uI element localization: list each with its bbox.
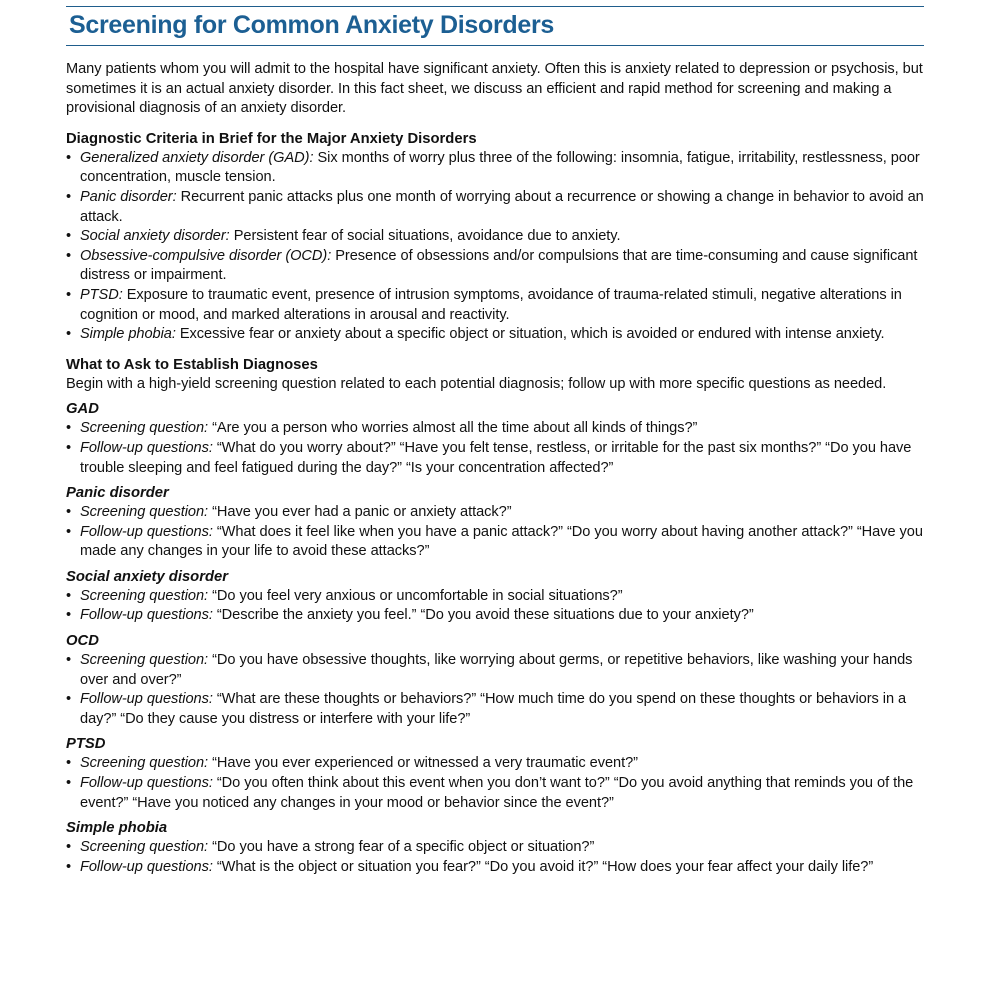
criteria-text: Persistent fear of social situations, avoidance due to anxiety. <box>229 228 621 245</box>
screening-label: Screening question: <box>80 839 209 856</box>
screening-question <box>66 419 924 439</box>
screening-text: “Have you ever experienced or witnessed a very traumatic event?” <box>212 755 638 772</box>
criteria-item-ocd <box>66 247 924 286</box>
criteria-text: Presence of obsessions and/or compulsions that are time-consuming and cause significant distress or impairment. <box>80 247 918 284</box>
disorder-block-ptsd <box>66 734 924 813</box>
bullet-icon: • <box>66 858 72 875</box>
followup-label: Follow-up questions: <box>80 439 213 456</box>
ask-section <box>66 355 924 878</box>
bullet-icon: • <box>66 188 72 205</box>
disorder-heading: Simple phobia <box>66 820 168 837</box>
followup-label: Follow-up questions: <box>80 858 213 875</box>
fact-sheet <box>66 6 924 877</box>
criteria-term: PTSD: <box>80 286 123 303</box>
question-list <box>66 419 924 478</box>
screening-question <box>66 587 924 607</box>
disorder-heading: OCD <box>66 633 99 650</box>
page-title: Screening for Common Anxiety Disorders <box>69 11 554 39</box>
followup-label: Follow-up questions: <box>80 607 213 624</box>
disorder-block-gad <box>66 399 924 478</box>
screening-text: “Do you have a strong fear of a specific object or situation?” <box>212 839 595 856</box>
question-list <box>66 838 924 877</box>
followup-text: “What does it feel like when you have a panic attack?” “Do you worry about having another attack?” “Have you made any changes in your life to avoid these attacks?” <box>80 523 923 560</box>
ask-heading: What to Ask to Establish Diagnoses <box>66 356 318 373</box>
screening-question <box>66 838 924 858</box>
disorder-block-phobia <box>66 818 924 877</box>
criteria-item-phobia <box>66 325 924 345</box>
bullet-icon: • <box>66 587 72 604</box>
followup-text: “What is the object or situation you fear?” “Do you avoid it?” “How does your fear affect your daily life?” <box>216 858 874 875</box>
criteria-term: Obsessive-compulsive disorder (OCD): <box>80 247 332 264</box>
screening-label: Screening question: <box>80 587 209 604</box>
screening-question <box>66 651 924 690</box>
screening-text: “Are you a person who worries almost all the time about all kinds of things?” <box>212 420 698 437</box>
followup-questions <box>66 606 924 626</box>
screening-question <box>66 754 924 774</box>
ask-intro: Begin with a high-yield screening question related to each potential diagnosis; follow up with more specific questions as needed. <box>66 375 887 392</box>
screening-label: Screening question: <box>80 420 209 437</box>
criteria-text: Excessive fear or anxiety about a specific object or situation, which is avoided or endured with intense anxiety. <box>175 326 885 343</box>
question-list <box>66 503 924 562</box>
followup-label: Follow-up questions: <box>80 691 213 708</box>
bullet-icon: • <box>66 439 72 456</box>
disorder-heading: Social anxiety disorder <box>66 568 229 585</box>
followup-questions <box>66 523 924 562</box>
criteria-section <box>66 129 924 345</box>
bullet-icon: • <box>66 607 72 624</box>
criteria-term: Generalized anxiety disorder (GAD): <box>80 149 314 166</box>
bullet-icon: • <box>66 523 72 540</box>
disorder-block-panic <box>66 483 924 562</box>
screening-label: Screening question: <box>80 755 209 772</box>
criteria-item-ptsd <box>66 286 924 325</box>
bullet-icon: • <box>66 149 72 166</box>
bullet-icon: • <box>66 504 72 521</box>
followup-text: “What do you worry about?” “Have you felt tense, restless, or irritable for the past six months?” “Do you have trouble sleeping and feel fatigued during the day?” “Is your concentration affected?” <box>80 439 912 476</box>
bullet-icon: • <box>66 652 72 669</box>
bullet-icon: • <box>66 775 72 792</box>
question-list <box>66 651 924 729</box>
title-bar <box>66 6 924 46</box>
bullet-icon: • <box>66 326 72 343</box>
bullet-icon: • <box>66 228 72 245</box>
followup-label: Follow-up questions: <box>80 523 213 540</box>
screening-text: “Do you feel very anxious or uncomfortable in social situations?” <box>212 587 623 604</box>
bullet-icon: • <box>66 755 72 772</box>
bullet-icon: • <box>66 420 72 437</box>
criteria-text: Exposure to traumatic event, presence of intrusion symptoms, avoidance of trauma-related stimuli, negative alterations in cognition or mood, and marked alterations in arousal and reactivity. <box>80 286 902 323</box>
disorder-block-ocd <box>66 631 924 729</box>
followup-questions <box>66 774 924 813</box>
followup-questions <box>66 690 924 729</box>
criteria-text: Recurrent panic attacks plus one month of worrying about a recurrence or showing a change in behavior to avoid an attack. <box>80 188 924 225</box>
screening-text: “Do you have obsessive thoughts, like worrying about germs, or repetitive behaviors, like washing your hands over and over?” <box>80 652 913 688</box>
criteria-item-social <box>66 227 924 247</box>
criteria-text: Six months of worry plus three of the following: insomnia, fatigue, irritability, restlessness, poor concentration, muscle tension. <box>80 149 920 186</box>
followup-text: “Do you often think about this event when you don’t want to?” “Do you avoid anything that reminds you of the event?” “Have you noticed any changes in your mood or behavior since the event?” <box>80 775 914 811</box>
bullet-icon: • <box>66 839 72 856</box>
bullet-icon: • <box>66 247 72 264</box>
followup-text: “What are these thoughts or behaviors?” “How much time do you spend on these thoughts or behaviors in a day?” “Do they cause you distress or interfere with your life?” <box>80 691 907 727</box>
screening-label: Screening question: <box>80 504 209 521</box>
followup-label: Follow-up questions: <box>80 775 213 792</box>
disorder-block-social <box>66 567 924 626</box>
followup-questions <box>66 439 924 478</box>
followup-text: “Describe the anxiety you feel.” “Do you avoid these situations due to your anxiety?” <box>216 607 754 624</box>
criteria-term: Simple phobia: <box>80 326 176 343</box>
question-list <box>66 587 924 626</box>
disorder-heading: PTSD <box>66 736 106 753</box>
bullet-icon: • <box>66 286 72 303</box>
disorder-heading: Panic disorder <box>66 485 169 502</box>
intro-paragraph: Many patients whom you will admit to the hospital have significant anxiety. Often this is anxiety related to depression or psychosis, but sometimes it is an actual anxiety disorder. In this fact sheet, we discuss an efficient and rapid method for screening and making a provisional diagnosis of an anxiety disorder. <box>66 61 923 117</box>
followup-questions <box>66 858 924 878</box>
screening-text: “Have you ever had a panic or anxiety attack?” <box>212 504 512 521</box>
screening-question <box>66 503 924 523</box>
disorder-heading: GAD <box>66 401 99 418</box>
criteria-heading: Diagnostic Criteria in Brief for the Major Anxiety Disorders <box>66 130 477 147</box>
criteria-term: Social anxiety disorder: <box>80 228 230 245</box>
criteria-list <box>66 149 924 345</box>
bullet-icon: • <box>66 691 72 708</box>
screening-label: Screening question: <box>80 652 209 669</box>
question-list <box>66 754 924 813</box>
criteria-item-panic <box>66 188 924 227</box>
criteria-term: Panic disorder: <box>80 188 177 205</box>
criteria-item-gad <box>66 149 924 188</box>
